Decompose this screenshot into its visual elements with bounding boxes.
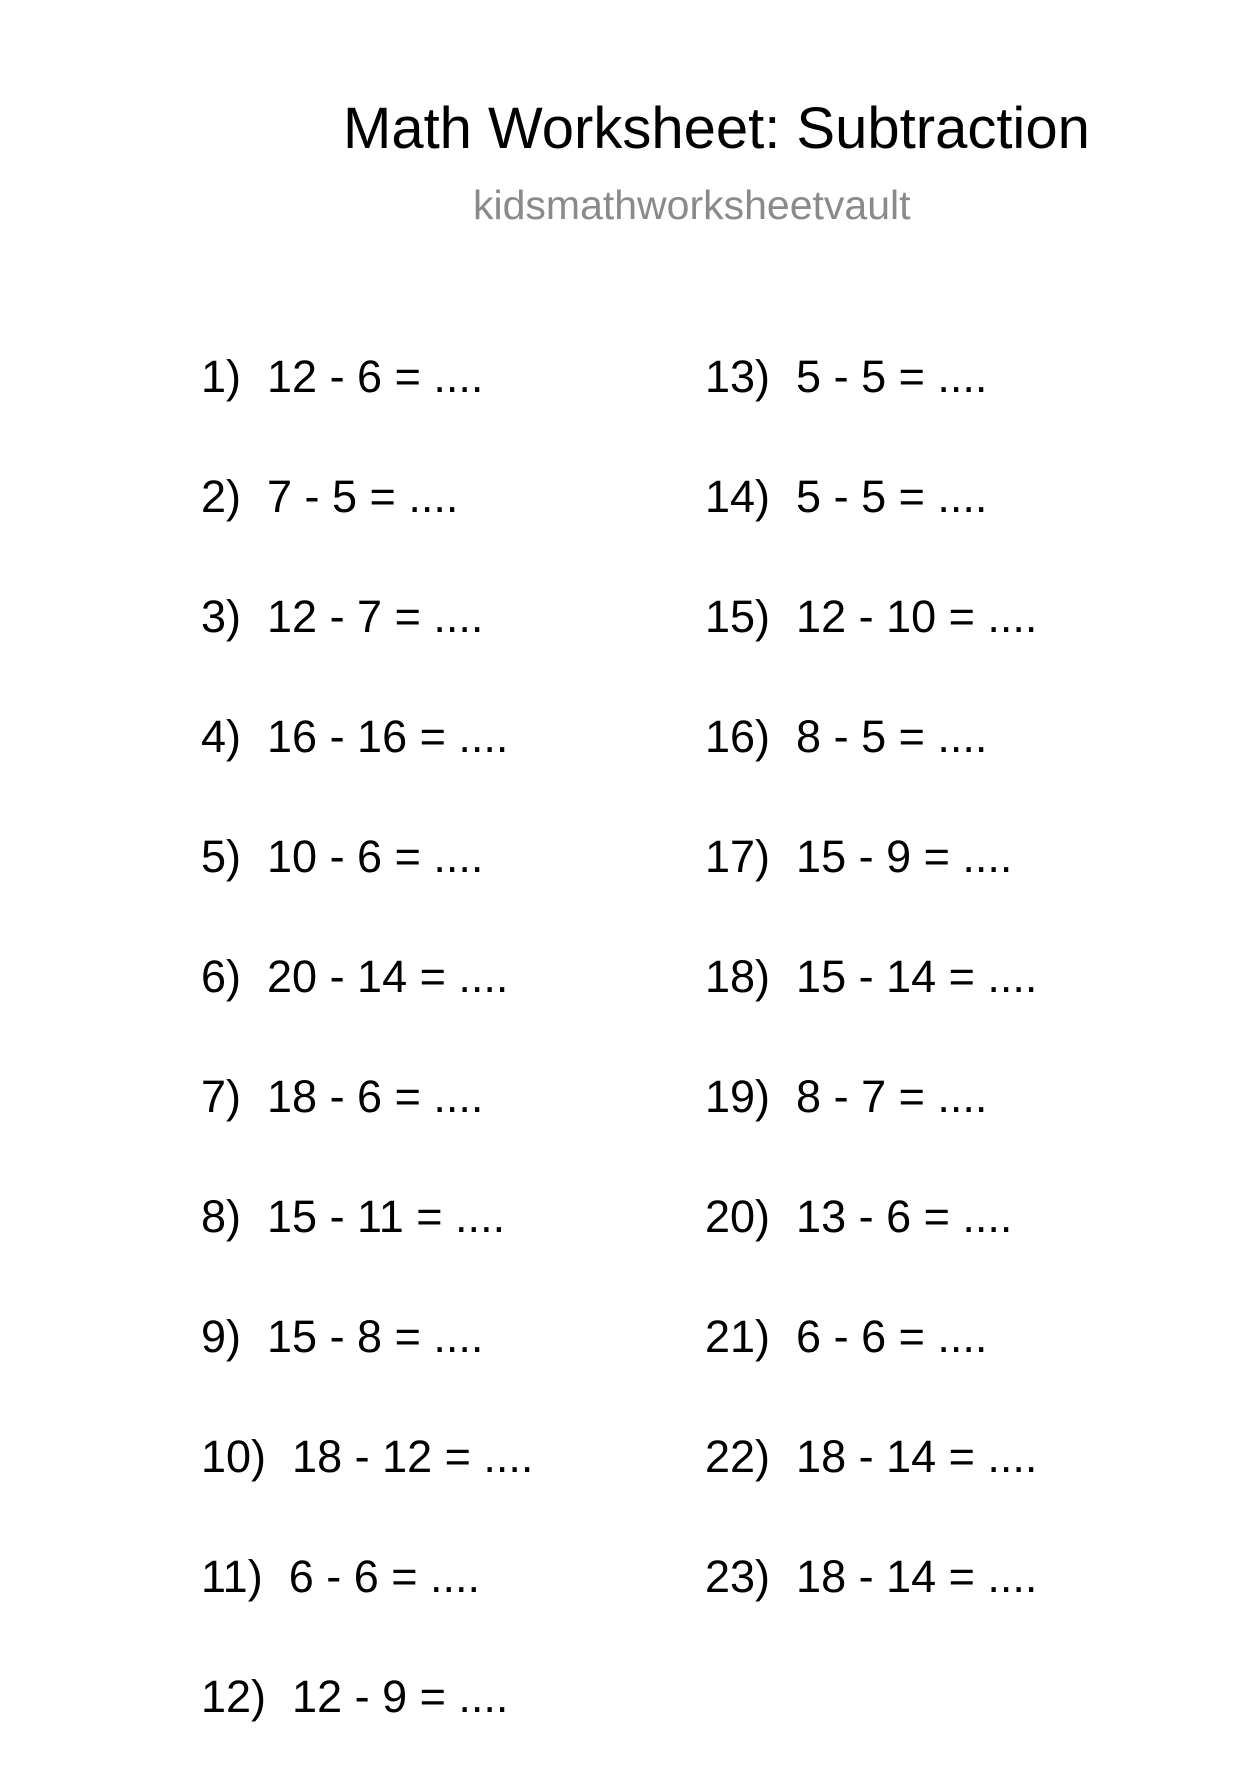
problem-number: 2) (201, 471, 242, 522)
problem-expression: 12 - 9 = .... (292, 1671, 509, 1722)
problem-item (201, 1669, 533, 1789)
problem-item (201, 709, 533, 829)
problem-item (201, 589, 533, 709)
problem-expression: 15 - 8 = .... (267, 1311, 484, 1362)
problem-number: 7) (201, 1071, 242, 1122)
problem-number: 23) (705, 1551, 771, 1602)
problem-expression: 15 - 9 = .... (796, 831, 1013, 882)
problem-number: 9) (201, 1311, 242, 1362)
problem-expression: 12 - 7 = .... (267, 591, 484, 642)
problems-column-left (201, 349, 533, 1789)
problem-item (705, 829, 1037, 949)
problem-expression: 8 - 5 = .... (796, 711, 988, 762)
problem-number: 15) (705, 591, 771, 642)
problem-number: 18) (705, 951, 771, 1002)
problem-number: 5) (201, 831, 242, 882)
problem-item (705, 1429, 1037, 1549)
problem-item (705, 1189, 1037, 1309)
problem-item (705, 589, 1037, 709)
problem-item (705, 469, 1037, 589)
problem-number: 11) (201, 1551, 263, 1602)
problem-item (705, 709, 1037, 829)
problem-expression: 15 - 14 = .... (796, 951, 1038, 1002)
problem-expression: 8 - 7 = .... (796, 1071, 988, 1122)
problem-item (201, 1429, 533, 1549)
problem-expression: 13 - 6 = .... (796, 1191, 1013, 1242)
problem-item (201, 1549, 533, 1669)
problem-expression: 18 - 14 = .... (796, 1431, 1038, 1482)
problem-item (201, 829, 533, 949)
problem-expression: 7 - 5 = .... (267, 471, 459, 522)
problem-expression: 5 - 5 = .... (796, 471, 988, 522)
problem-item (705, 949, 1037, 1069)
problems-column-right (705, 349, 1037, 1669)
problem-number: 16) (705, 711, 771, 762)
problem-number: 21) (705, 1311, 771, 1362)
problem-number: 14) (705, 471, 771, 522)
problem-expression: 18 - 14 = .... (796, 1551, 1038, 1602)
problem-item (201, 1189, 533, 1309)
page-subtitle: kidsmathworksheetvault (473, 182, 911, 228)
problem-expression: 20 - 14 = .... (267, 951, 509, 1002)
problem-item (705, 1309, 1037, 1429)
problem-expression: 18 - 12 = .... (292, 1431, 534, 1482)
problem-number: 20) (705, 1191, 771, 1242)
problem-expression: 12 - 10 = .... (796, 591, 1038, 642)
page-title: Math Worksheet: Subtraction (343, 96, 1090, 161)
problem-expression: 10 - 6 = .... (267, 831, 484, 882)
problem-item (201, 1069, 533, 1189)
problem-number: 10) (201, 1431, 267, 1482)
problem-expression: 18 - 6 = .... (267, 1071, 484, 1122)
problem-item (201, 349, 533, 469)
problem-number: 12) (201, 1671, 267, 1722)
problem-expression: 6 - 6 = .... (796, 1311, 988, 1362)
problem-number: 8) (201, 1191, 242, 1242)
problem-expression: 16 - 16 = .... (267, 711, 509, 762)
problem-number: 19) (705, 1071, 771, 1122)
problem-number: 17) (705, 831, 771, 882)
problem-expression: 5 - 5 = .... (796, 351, 988, 402)
problem-number: 22) (705, 1431, 771, 1482)
problem-item (201, 469, 533, 589)
problem-expression: 12 - 6 = .... (267, 351, 484, 402)
problem-number: 6) (201, 951, 242, 1002)
problem-number: 1) (201, 351, 242, 402)
problem-item (705, 349, 1037, 469)
problem-expression: 15 - 11 = .... (267, 1191, 506, 1242)
problem-number: 13) (705, 351, 771, 402)
problem-item (705, 1069, 1037, 1189)
problem-item (201, 1309, 533, 1429)
problem-number: 3) (201, 591, 242, 642)
problem-item (705, 1549, 1037, 1669)
problem-item (201, 949, 533, 1069)
problem-expression: 6 - 6 = .... (288, 1551, 481, 1602)
problem-number: 4) (201, 711, 242, 762)
